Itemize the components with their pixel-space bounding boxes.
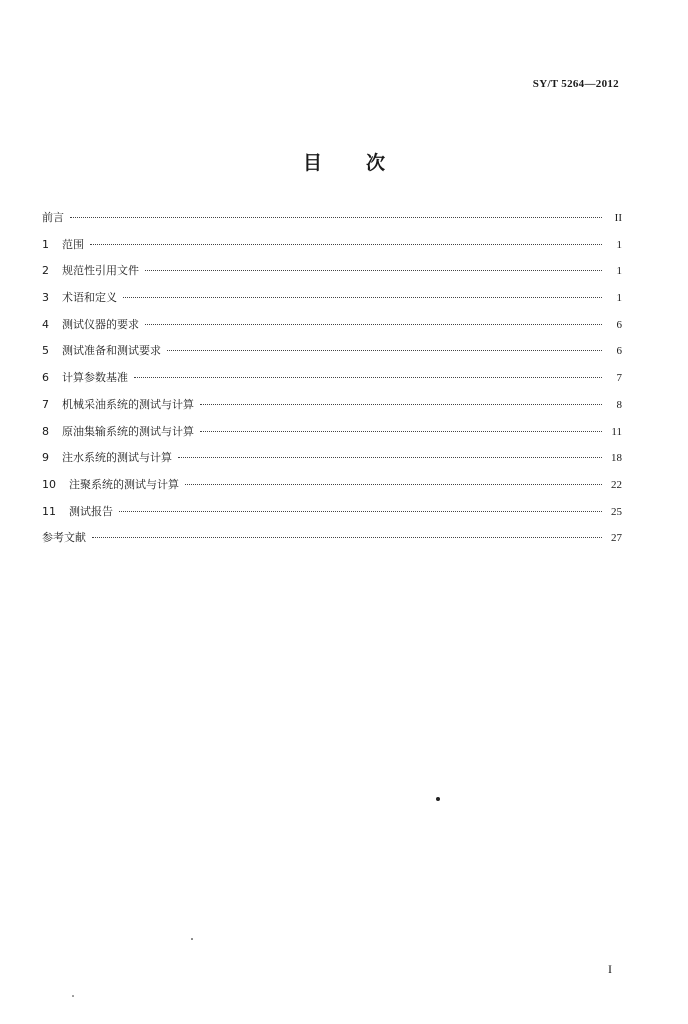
table-of-contents <box>42 209 622 556</box>
toc-entry-page: 22 <box>611 478 622 491</box>
toc-entry-5[interactable] <box>42 342 622 369</box>
page-number: I <box>608 962 612 976</box>
toc-entry-number: 10 <box>42 477 56 491</box>
scan-speck <box>436 797 440 801</box>
toc-entry-page: 25 <box>611 505 622 518</box>
dot-leader <box>90 244 602 245</box>
toc-entry-number: 11 <box>42 504 56 518</box>
toc-entry-label: 计算参数基准 <box>62 371 128 385</box>
dot-leader <box>200 431 602 432</box>
dot-leader <box>119 511 602 512</box>
toc-entry-4[interactable] <box>42 316 622 343</box>
toc-entry-number: 9 <box>42 451 49 465</box>
toc-entry-number: 7 <box>42 397 49 411</box>
toc-entry-bibliography[interactable] <box>42 529 622 556</box>
toc-entry-number: 1 <box>42 237 49 251</box>
toc-entry-number: 8 <box>42 424 49 438</box>
dot-leader <box>178 457 602 458</box>
toc-entry-3[interactable] <box>42 289 622 316</box>
toc-entry-number: 2 <box>42 264 49 278</box>
dot-leader <box>145 270 602 271</box>
toc-entry-7[interactable] <box>42 396 622 423</box>
toc-entry-foreword[interactable] <box>42 209 622 236</box>
scan-speck <box>72 995 74 997</box>
toc-entry-page: 18 <box>611 452 622 465</box>
toc-entry-page: 1 <box>616 292 622 305</box>
toc-entry-label: 机械采油系统的测试与计算 <box>62 397 194 411</box>
title-char-2: 次 <box>366 152 386 174</box>
dot-leader <box>185 484 602 485</box>
toc-entry-page: 8 <box>616 398 622 411</box>
toc-entry-label: 规范性引用文件 <box>62 264 139 278</box>
dot-leader <box>134 377 602 378</box>
title-char-1: 目 <box>302 152 322 174</box>
toc-entry-label: 测试报告 <box>69 504 113 518</box>
dot-leader <box>123 297 602 298</box>
toc-entry-10[interactable] <box>42 476 622 503</box>
toc-entry-label: 注水系统的测试与计算 <box>62 451 172 465</box>
toc-entry-page: 6 <box>616 318 622 331</box>
toc-entry-page: 1 <box>616 265 622 278</box>
toc-entry-number: 4 <box>42 317 49 331</box>
dot-leader <box>70 217 602 218</box>
dot-leader <box>167 350 602 351</box>
toc-entry-label: 术语和定义 <box>62 291 117 305</box>
toc-entry-page: 27 <box>611 532 622 545</box>
scan-speck <box>191 938 193 940</box>
toc-entry-8[interactable] <box>42 423 622 450</box>
toc-entry-label: 前言 <box>42 211 64 224</box>
toc-entry-6[interactable] <box>42 369 622 396</box>
toc-entry-label: 参考文献 <box>42 531 86 545</box>
toc-entry-page: 11 <box>611 425 622 438</box>
toc-entry-number: 5 <box>42 344 49 358</box>
toc-entry-page: II <box>614 212 622 224</box>
toc-entry-page: 1 <box>616 238 622 251</box>
standard-code: SY/T 5264—2012 <box>532 78 619 90</box>
toc-entry-9[interactable] <box>42 449 622 476</box>
toc-entry-label: 注聚系统的测试与计算 <box>69 477 179 491</box>
dot-leader <box>92 537 602 538</box>
toc-entry-label: 测试准备和测试要求 <box>62 344 161 358</box>
toc-entry-page: 6 <box>616 345 622 358</box>
dot-leader <box>200 404 602 405</box>
dot-leader <box>145 324 602 325</box>
toc-entry-label: 测试仪器的要求 <box>62 317 139 331</box>
toc-entry-11[interactable] <box>42 503 622 530</box>
toc-entry-label: 原油集输系统的测试与计算 <box>62 424 194 438</box>
toc-entry-1[interactable] <box>42 236 622 263</box>
page-title <box>0 148 688 175</box>
toc-entry-label: 范围 <box>62 237 84 251</box>
toc-entry-number: 3 <box>42 291 49 305</box>
toc-entry-page: 7 <box>616 372 622 385</box>
toc-entry-2[interactable] <box>42 262 622 289</box>
toc-entry-number: 6 <box>42 371 49 385</box>
